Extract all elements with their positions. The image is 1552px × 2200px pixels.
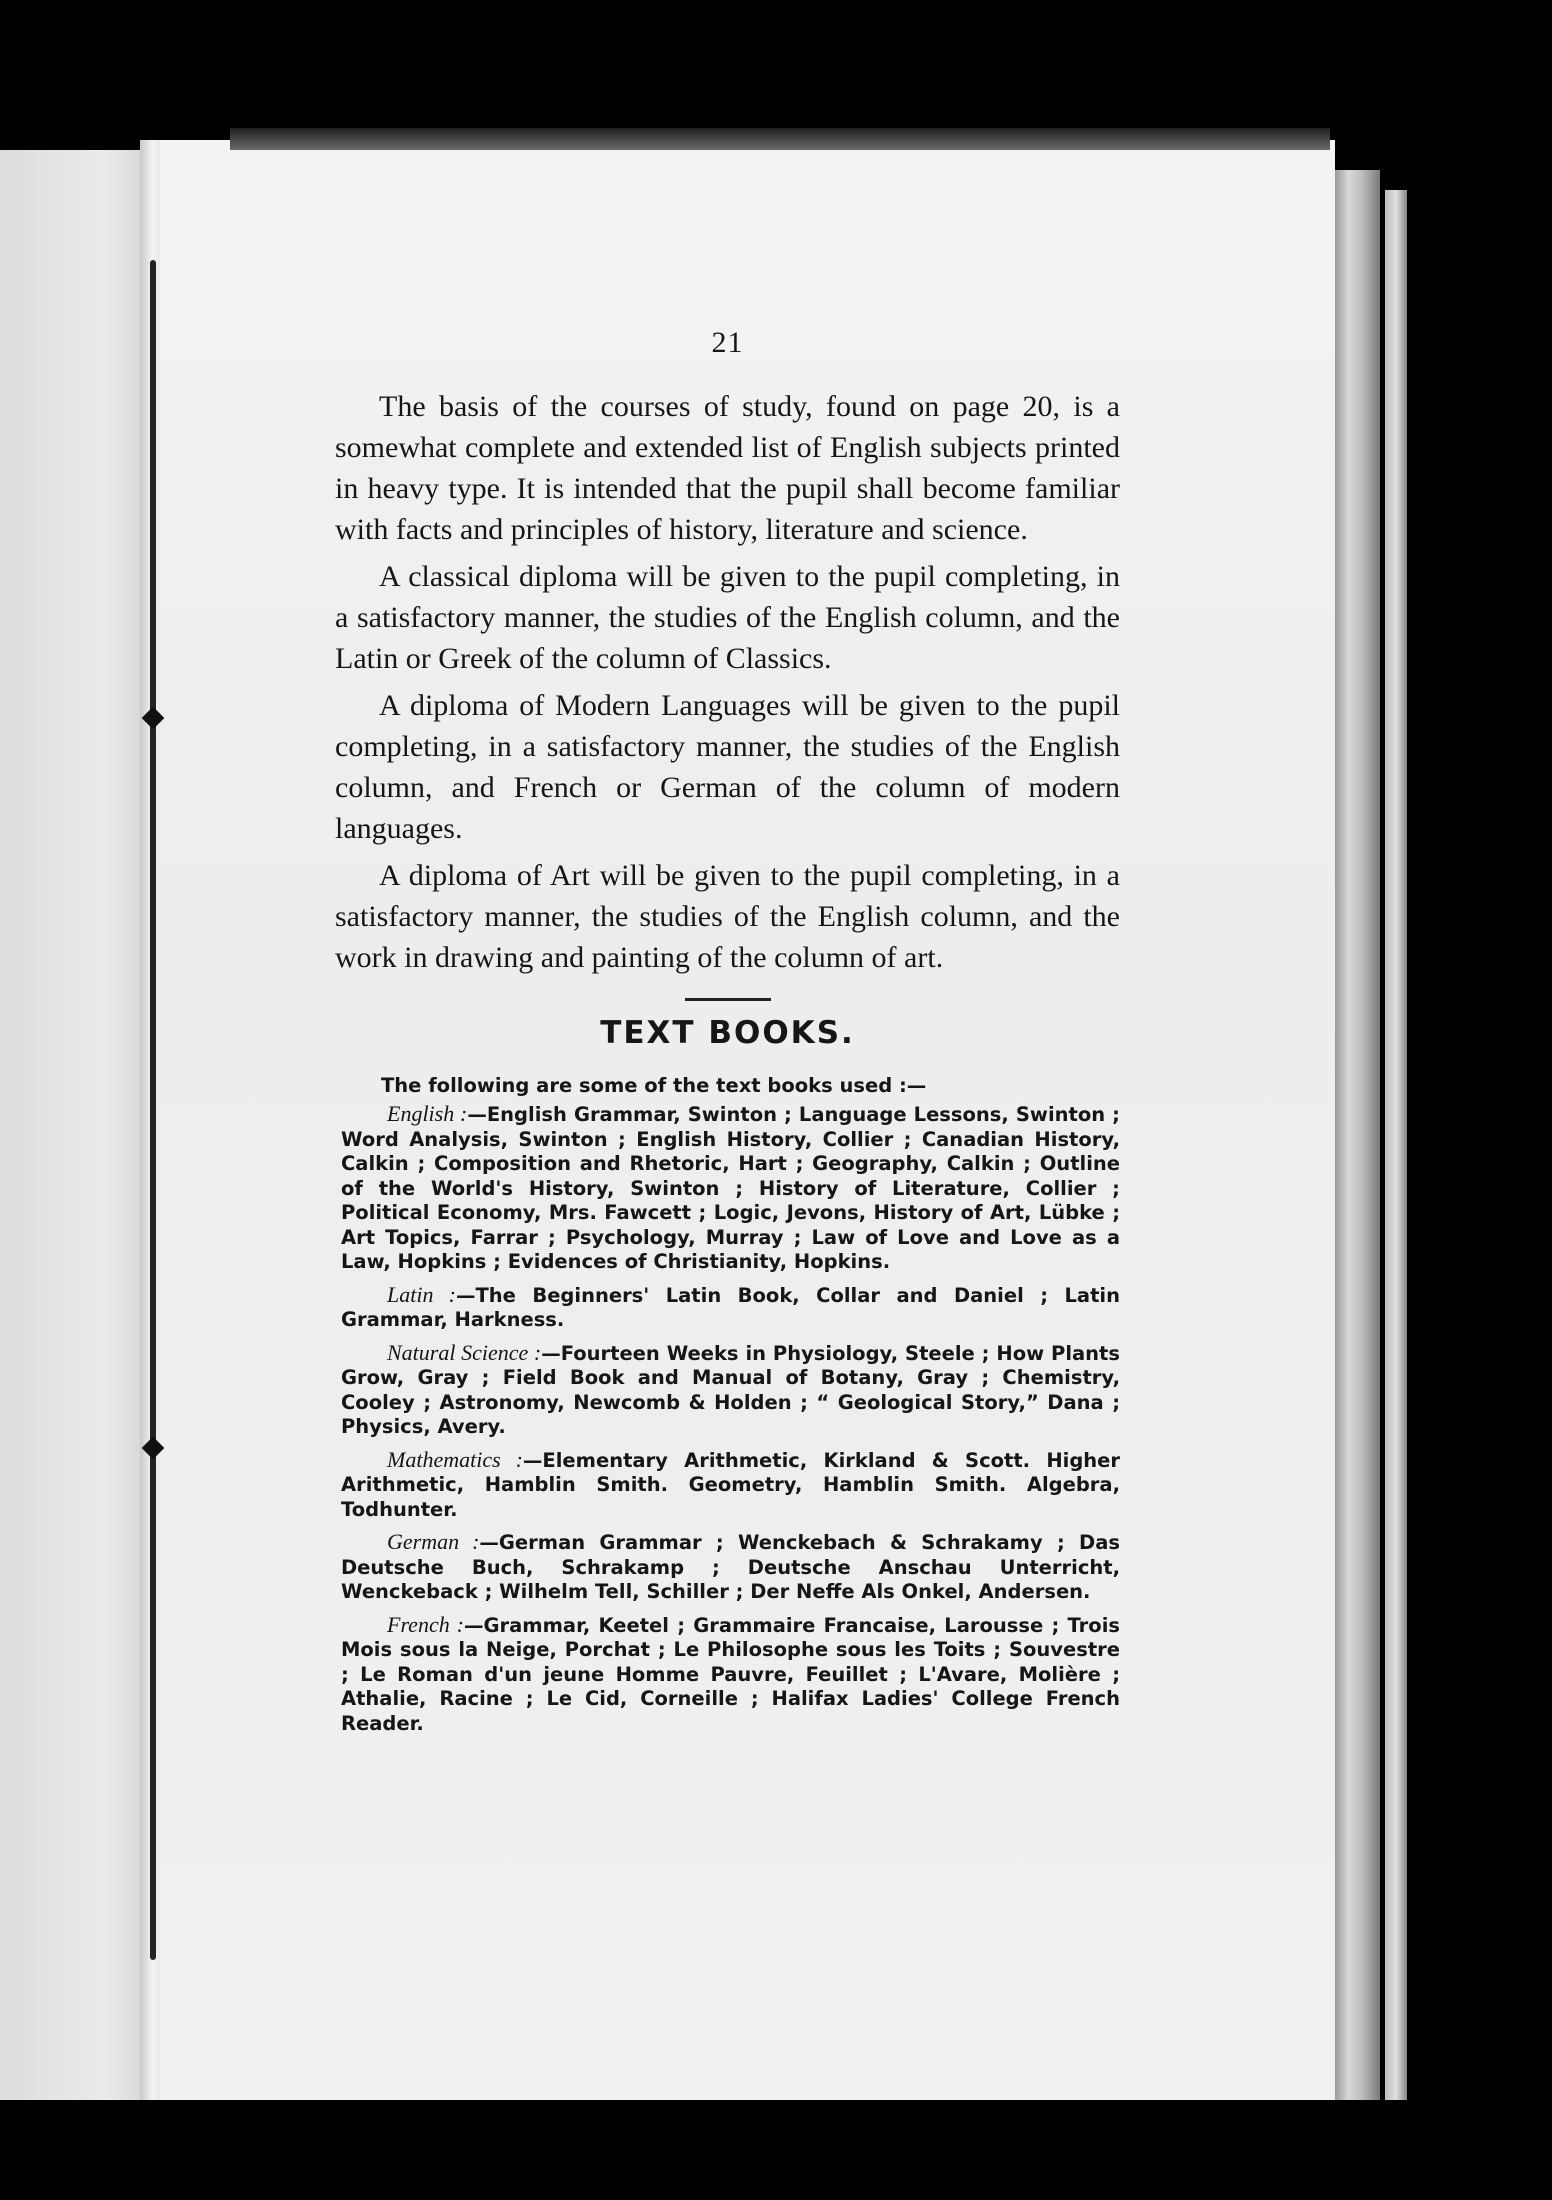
entry-label: Natural Science : xyxy=(387,1339,542,1365)
entry-text: —The Beginners' Latin Book, Collar and Daniel ; Latin Grammar, Harkness. xyxy=(341,1283,1120,1331)
page-number: 21 xyxy=(711,326,744,359)
entry-text: —Grammar, Keetel ; Grammaire Francaise, Larousse ; Trois Mois sous la Neige, Porchat ; Le Philosophe sous les Toits ; Souvestre ; Le Roman d'un jeune Homme Pauvre, Feuillet ; L'Avare, Molière ; Athalie, Racine ; Le Cid, Corneille ; Halifax Ladies' College French Reader. xyxy=(341,1613,1120,1735)
entry-label: Latin : xyxy=(387,1281,456,1307)
page-content xyxy=(335,326,1120,1744)
text-books-natural-science xyxy=(341,1341,1120,1440)
entry-label: German : xyxy=(387,1529,480,1554)
text-books-intro: The following are some of the text books used :— xyxy=(381,1074,927,1097)
text-books-heading: TEXT BOOKS. xyxy=(600,1015,855,1051)
paragraph-art-diploma: A diploma of Art will be given to the pupil completing, in a satisfactory manner, the studies of the English column, and the work in drawing and painting of the column of art. xyxy=(335,859,1120,974)
text-books-french xyxy=(341,1613,1120,1737)
text-books-german xyxy=(341,1530,1120,1605)
text-books-english xyxy=(341,1102,1120,1275)
text-books-mathematics xyxy=(341,1448,1120,1523)
entry-text: —Fourteen Weeks in Physiology, Steele ; How Plants Grow, Gray ; Field Book and Manual of Botany, Gray ; Chemistry, Cooley ; Astronomy, Newcomb & Holden ; “ Geological Story,” Dana ; Physics, Avery. xyxy=(341,1341,1120,1438)
entry-text: —English Grammar, Swinton ; Language Lessons, Swinton ; Word Analysis, Swinton ; English History, Collier ; Canadian History, Calkin ; Composition and Rhetoric, Hart ; Geography, Calkin ; Outline of the World's History, Swinton ; History of Literature, Collier ; Political Economy, Mrs. Fawcett ; Logic, Jevons, History of Art, Lübke ; Art Topics, Farrar ; Psychology, Murray ; Law of Love and Love as a Law, Hopkins ; Evidences of Christianity, Hopkins. xyxy=(341,1103,1120,1273)
cover-edge xyxy=(1385,190,1407,2100)
entry-text: —German Grammar ; Wenckebach & Schrakamy ; Das Deutsche Buch, Schrakamp ; Deutsche Anschau Unterricht, Wenckeback ; Wilhelm Tell, Schiller ; Der Neffe Als Onkel, Andersen. xyxy=(341,1531,1120,1603)
text-books-latin xyxy=(341,1283,1120,1333)
section-divider xyxy=(685,998,771,1001)
entry-text: —Elementary Arithmetic, Kirkland & Scott. Higher Arithmetic, Hamblin Smith. Geometry, Hamblin Smith. Algebra, Todhunter. xyxy=(341,1448,1121,1521)
entry-label: French : xyxy=(387,1611,465,1637)
paragraph-modern-languages-diploma: A diploma of Modern Languages will be given to the pupil completing, in a satisfactory manner, the studies of the English column, and French or German of the column of modern languages. xyxy=(335,689,1120,845)
entry-label: Mathematics : xyxy=(387,1446,523,1472)
paragraph-classical-diploma: A classical diploma will be given to the pupil completing, in a satisfactory manner, the studies of the English column, and the Latin or Greek of the column of Classics. xyxy=(335,560,1120,675)
paragraph-course-basis: The basis of the courses of study, found on page 20, is a somewhat complete and extended list of English subjects printed in heavy type. It is intended that the pupil shall become familiar with facts and principles of history, literature and science. xyxy=(335,390,1120,546)
page-stack-edge xyxy=(1335,170,1380,2100)
binding-stitch xyxy=(150,260,156,1960)
top-edge-shadow xyxy=(230,128,1330,150)
entry-label: English : xyxy=(387,1101,468,1126)
left-page-edge xyxy=(0,150,150,2100)
